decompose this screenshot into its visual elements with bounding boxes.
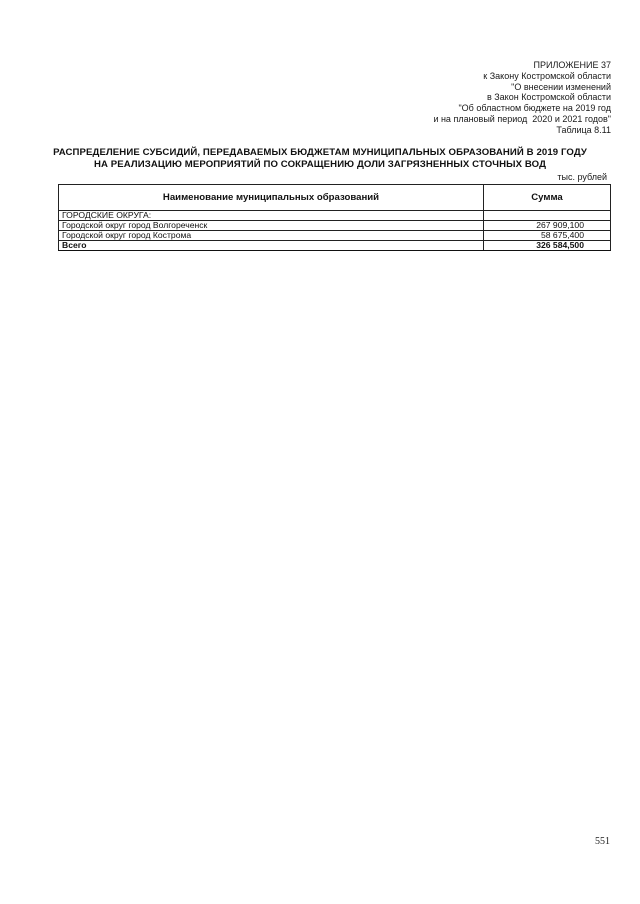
appendix-line: и на плановый период 2020 и 2021 годов" [433, 113, 611, 124]
units-label: тыс. рублей [557, 172, 607, 182]
appendix-header [433, 60, 611, 136]
title-line-2: НА РЕАЛИЗАЦИЮ МЕРОПРИЯТИЙ ПО СОКРАЩЕНИЮ ДОЛИ ЗАГРЯЗНЕННЫХ СТОЧНЫХ ВОД [93, 158, 547, 170]
row-name: Городской округ город Волгореченск [59, 221, 484, 231]
column-header-sum: Сумма [484, 185, 611, 211]
appendix-line: ПРИЛОЖЕНИЕ 37 [533, 60, 611, 70]
row-sum: 58 675,400 [484, 231, 611, 241]
total-sum: 326 584,500 [484, 241, 611, 251]
appendix-line: к Закону Костромской области [483, 70, 611, 81]
row-name: ГОРОДСКИЕ ОКРУГА: [59, 211, 484, 221]
column-header-name: Наименование муниципальных образований [59, 185, 484, 211]
row-sum [484, 211, 611, 221]
subsidy-table [58, 184, 611, 251]
row-sum: 267 909,100 [484, 221, 611, 231]
row-name: Городской округ город Кострома [59, 231, 484, 241]
appendix-line: в Закон Костромской области [486, 92, 611, 103]
appendix-line: "О внесении изменений [511, 81, 611, 92]
table-header-row [59, 185, 611, 211]
title-line-1: РАСПРЕДЕЛЕНИЕ СУБСИДИЙ, ПЕРЕДАВАЕМЫХ БЮДЖЕТАМ МУНИЦИПАЛЬНЫХ ОБРАЗОВАНИЙ В 2019 ГОДУ [53, 147, 587, 158]
page-number: 551 [595, 836, 610, 847]
appendix-line: "Об областном бюджете на 2019 год [458, 103, 611, 114]
table-row [59, 211, 611, 221]
table-row [59, 231, 611, 241]
table-number: Таблица 8.11 [556, 124, 611, 135]
total-row [59, 241, 611, 251]
total-label: Всего [59, 241, 484, 251]
table-row [59, 221, 611, 231]
document-title [0, 147, 640, 170]
